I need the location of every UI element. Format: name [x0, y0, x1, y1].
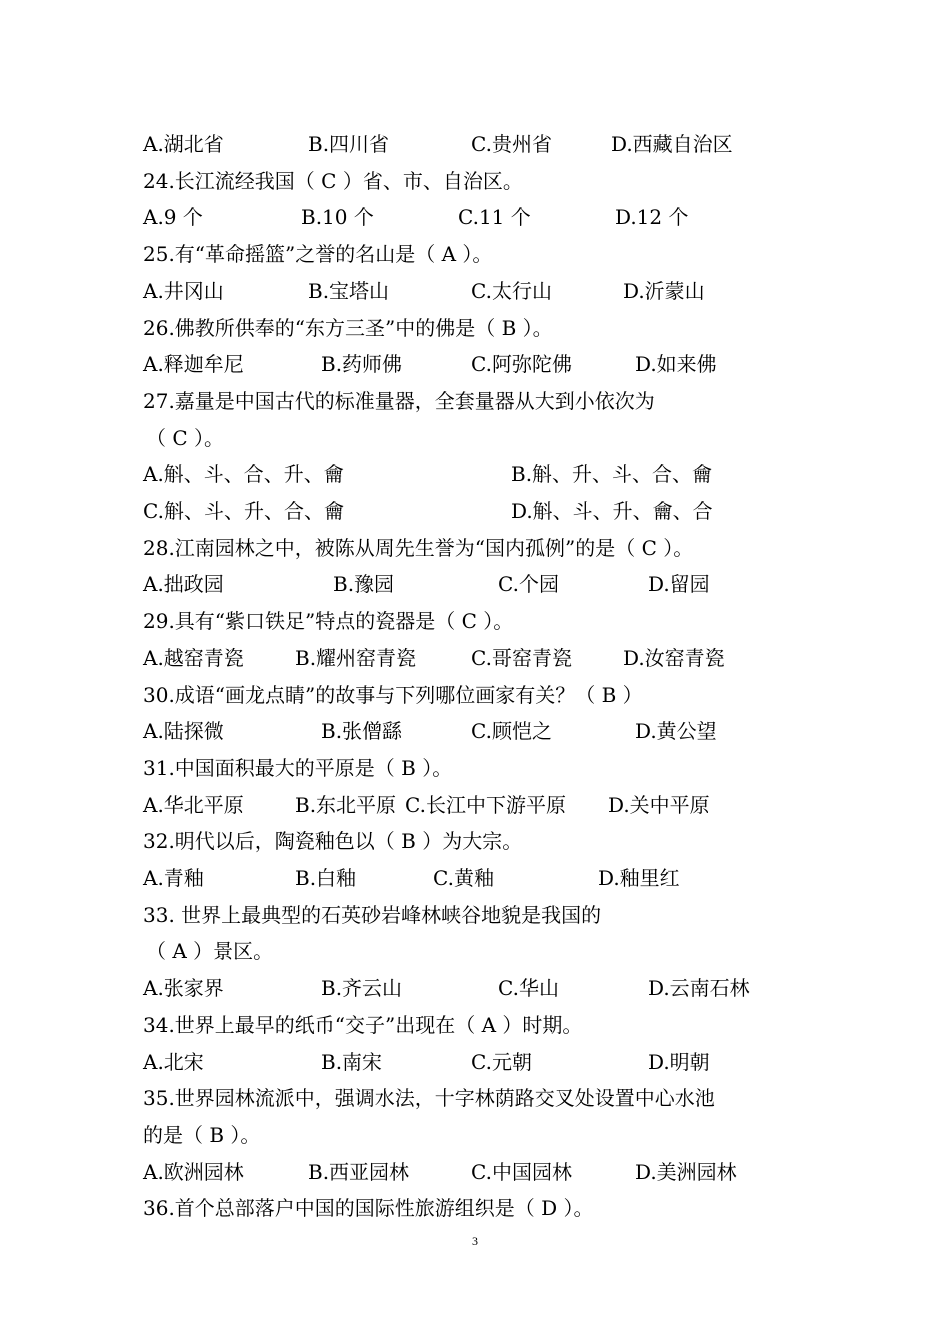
answer-option: C.贵州省	[471, 132, 552, 156]
answer-option: A.青釉	[143, 866, 204, 890]
answer-option: D.如来佛	[635, 352, 717, 377]
answer-option: C.中国园林	[471, 1159, 572, 1184]
question-line: 29.具有“紫口铁足”特点的瓷器是（ C ）。	[143, 609, 514, 634]
answer-option: B.豫园	[333, 572, 395, 597]
question-line: 33. 世界上最典型的石英砂岩峰林峡谷地貌是我国的	[143, 902, 602, 927]
answer-option: C.11 个	[458, 205, 531, 230]
answer-option: C.个园	[498, 572, 559, 597]
answer-option: C.元朝	[471, 1049, 532, 1074]
answer-option: A.斛、斗、合、升、龠	[143, 462, 344, 487]
answer-option: C.太行山	[471, 278, 552, 303]
answer-option: B.齐云山	[321, 976, 403, 1001]
answer-option: A.华北平原	[143, 792, 244, 817]
question-line: 25.有“革命摇篮”之誉的名山是（ A ）。	[143, 242, 493, 267]
answer-option: A.陆探微	[143, 719, 224, 744]
answer-option: D.关中平原	[608, 792, 710, 817]
answer-option: C.哥窑青瓷	[471, 645, 572, 670]
answer-option: B.耀州窑青瓷	[295, 645, 417, 670]
answer-option: C.顾恺之	[471, 719, 552, 744]
question-line: 36.首个总部落户中国的国际性旅游组织是（ D ）。	[143, 1196, 594, 1221]
answer-option: B.西亚园林	[308, 1159, 410, 1184]
answer-option: A.拙政园	[143, 572, 224, 597]
question-line: 31.中国面积最大的平原是（ B ）。	[143, 755, 453, 780]
answer-option: D.云南石林	[648, 976, 750, 1001]
question-line: （ A ）景区。	[146, 939, 274, 964]
question-line: 30.成语“画龙点睛”的故事与下列哪位画家有关？（ B ）	[143, 682, 643, 707]
answer-option: D.留园	[648, 572, 710, 597]
answer-option: B.东北平原	[295, 792, 397, 817]
answer-option: C.黄釉	[433, 866, 494, 890]
question-line: 32.明代以后，陶瓷釉色以（ B ）为大宗。	[143, 829, 523, 854]
answer-option: D.西藏自治区	[611, 132, 733, 156]
answer-option: D.明朝	[648, 1049, 710, 1074]
answer-option: A.湖北省	[143, 132, 224, 156]
answer-option: D.黄公望	[635, 719, 717, 744]
question-line: 35.世界园林流派中，强调水法，十字林荫路交叉处设置中心水池	[143, 1086, 715, 1111]
answer-option: D.沂蒙山	[623, 278, 705, 303]
answer-option: B.斛、升、斗、合、龠	[511, 462, 713, 487]
answer-option: B.10 个	[301, 205, 374, 230]
answer-option: B.药师佛	[321, 352, 403, 377]
answer-option: D.12 个	[615, 205, 689, 230]
question-line: 26.佛教所供奉的“东方三圣”中的佛是（ B ）。	[143, 315, 553, 340]
question-line: 24.长江流经我国（ C ）省、市、自治区。	[143, 168, 523, 193]
question-line: 34.世界上最早的纸币“交子”出现在（ A ）时期。	[143, 1012, 583, 1037]
answer-option: A.欧洲园林	[143, 1159, 244, 1184]
answer-option: D.釉里红	[598, 866, 680, 890]
answer-option: B.张僧繇	[321, 719, 403, 744]
answer-option: B.宝塔山	[308, 278, 390, 303]
question-line: 27.嘉量是中国古代的标准量器，全套量器从大到小依次为	[143, 388, 655, 413]
question-line: （ C ）。	[146, 425, 225, 450]
answer-option: A.释迦牟尼	[143, 352, 244, 377]
answer-option: D.美洲园林	[635, 1159, 737, 1184]
answer-option: B.四川省	[308, 132, 390, 156]
answer-option: B.白釉	[295, 866, 357, 890]
answer-option: B.南宋	[321, 1049, 383, 1074]
answer-option: A.9 个	[143, 205, 203, 230]
answer-option: D.汝窑青瓷	[623, 645, 725, 670]
answer-option: A.井冈山	[143, 278, 224, 303]
answer-option: C.斛、斗、升、合、龠	[143, 499, 344, 523]
answer-option: C.长江中下游平原	[405, 792, 566, 817]
answer-option: C.阿弥陀佛	[471, 352, 572, 377]
answer-option: D.斛、斗、升、龠、合	[511, 499, 713, 523]
question-line: 28.江南园林之中，被陈从周先生誉为“国内孤例”的是（ C ）。	[143, 535, 694, 560]
question-line: 的是（ B ）。	[143, 1122, 261, 1147]
answer-option: A.越窑青瓷	[143, 645, 244, 670]
page-number: 3	[472, 1234, 478, 1248]
answer-option: C.华山	[498, 976, 559, 1001]
answer-option: A.张家界	[143, 976, 224, 1001]
answer-option: A.北宋	[143, 1049, 204, 1074]
